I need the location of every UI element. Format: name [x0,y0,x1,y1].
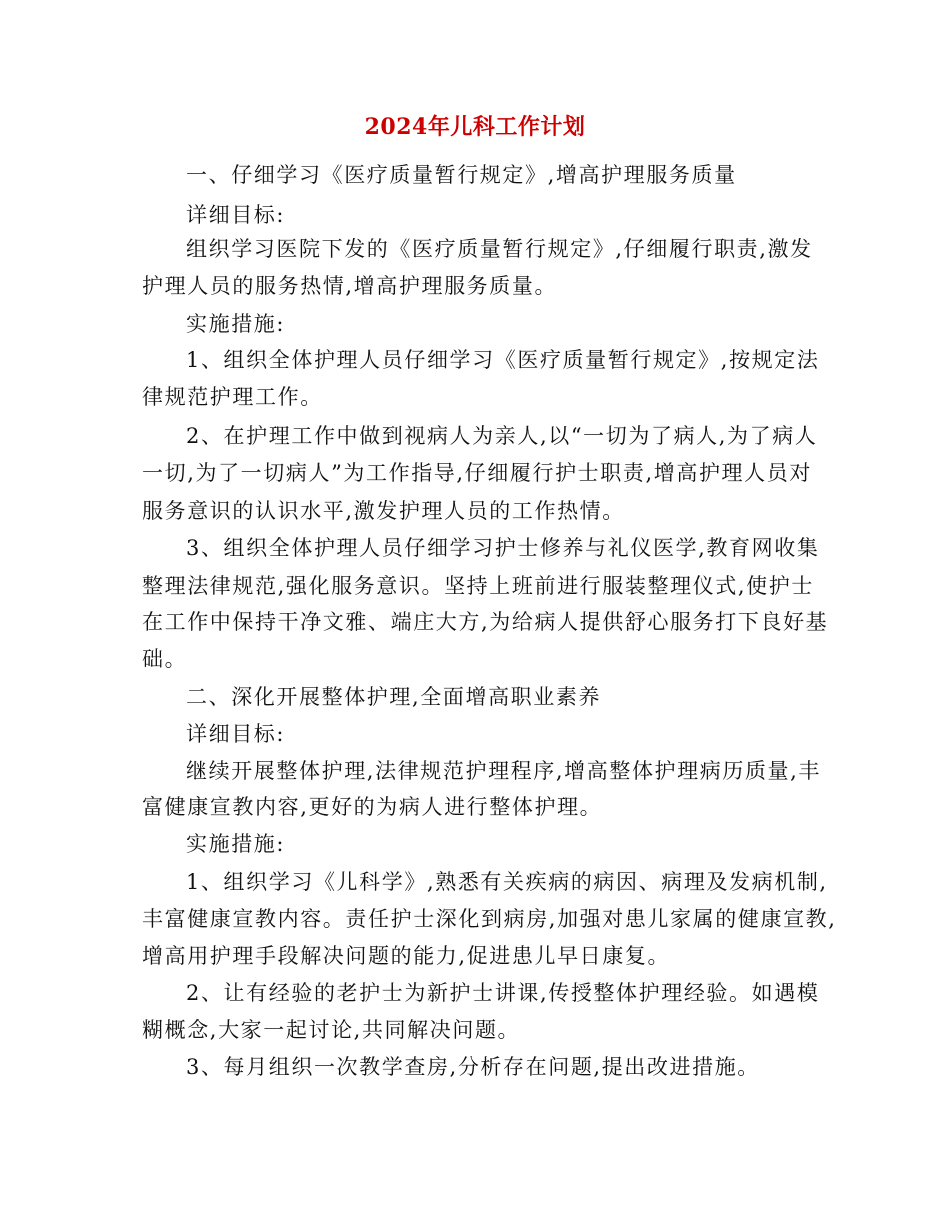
paragraph-line: 整理法律规范,强化服务意识。坚持上班前进行服装整理仪式,使护士 [142,574,814,598]
paragraph-line: 组织学习医院下发的《医疗质量暂行规定》,仔细履行职责,激发 [186,237,813,261]
paragraph-line: 础。 [142,647,188,671]
paragraph-line: 丰富健康宣教内容。责任护士深化到病房,加强对患儿家属的健康宣教, [142,907,837,931]
section-heading-2: 二、深化开展整体护理,全面增高职业素养 [186,685,602,709]
paragraph-line: 2、让有经验的老护士为新护士讲课,传授整体护理经验。如遇模 [186,981,820,1005]
paragraph-line: 3、每月组织一次教学查房,分析存在问题,提出改进措施。 [186,1055,760,1079]
paragraph-line: 富健康宣教内容,更好的为病人进行整体护理。 [142,795,603,819]
paragraph-line: 糊概念,大家一起讨论,共同解决问题。 [142,1018,521,1042]
section-heading-1: 一、仔细学习《医疗质量暂行规定》,增高护理服务质量 [186,163,737,187]
paragraph-line: 增高用护理手段解决问题的能力,促进患儿早日康复。 [142,944,671,968]
paragraph-line: 继续开展整体护理,法律规范护理程序,增高整体护理病历质量,丰 [186,759,822,783]
paragraph-line: 实施措施: [186,312,286,336]
paragraph-line: 2、在护理工作中做到视病人为亲人,以“一切为了病人,为了病人 [186,424,818,448]
paragraph-line: 实施措施: [186,832,286,856]
paragraph-line: 3、组织全体护理人员仔细学习护士修养与礼仪医学,教育网收集 [186,536,820,560]
paragraph-line: 1、组织学习《儿科学》,熟悉有关疾病的病因、病理及发病机制, [186,870,828,894]
document-title: 2024年儿科工作计划 [364,114,586,140]
paragraph-line: 律规范护理工作。 [142,385,323,409]
paragraph-line: 详细目标: [186,203,286,227]
paragraph-line: 护理人员的服务热情,增高护理服务质量。 [142,274,558,298]
paragraph-line: 在工作中保持干净文雅、端庄大方,为给病人提供舒心服务打下良好基 [142,610,829,634]
paragraph-line: 服务意识的认识水平,激发护理人员的工作热情。 [142,499,625,523]
paragraph-line: 详细目标: [186,722,286,746]
paragraph-line: 一切,为了一切病人”为工作指导,仔细履行护士职责,增高护理人员对 [142,461,812,485]
paragraph-line: 1、组织全体护理人员仔细学习《医疗质量暂行规定》,按规定法 [186,348,820,372]
